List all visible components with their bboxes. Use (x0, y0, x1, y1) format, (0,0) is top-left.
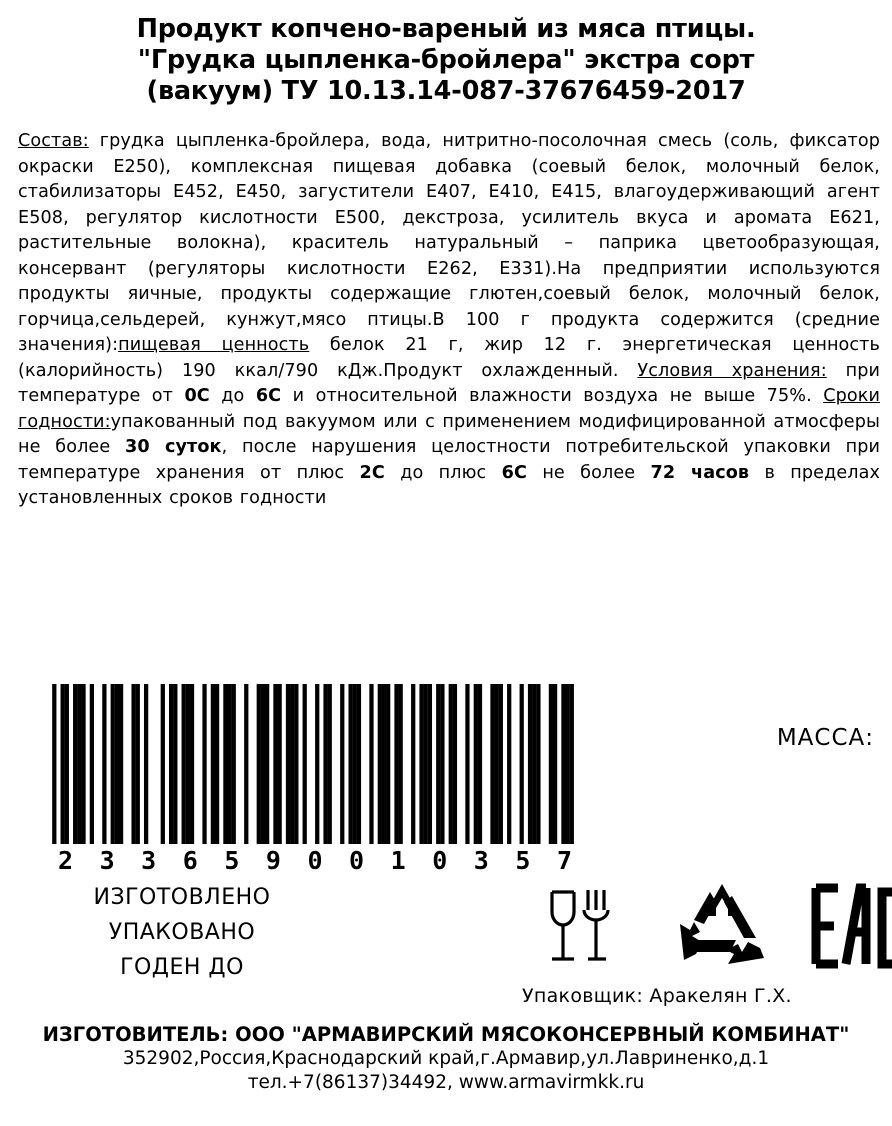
page-title (0, 0, 892, 107)
barcode-digit: 3 (473, 846, 489, 875)
manufacturer-name: ИЗГОТОВИТЕЛЬ: ООО "АРМАВИРСКИЙ МЯСОКОНСЕРВНЫЙ КОМБИНАТ" (42, 1023, 850, 1046)
storage-temp-to: 6С (255, 386, 282, 406)
barcode-digit: 1 (390, 846, 406, 875)
packed-label: УПАКОВАНО (108, 920, 256, 945)
storage-text-c: и относительной влажности воздуха не выше 75%. (281, 386, 824, 406)
barcode-digits (48, 846, 578, 875)
shelf-temp-to: 6С (501, 462, 527, 483)
shelf-text-c: до плюс (384, 462, 502, 483)
title-line-3: (вакуум) ТУ 10.13.14-087-37676459-2017 (146, 76, 746, 106)
barcode-digit: 3 (99, 846, 115, 875)
manufacturer-footer (0, 1022, 892, 1095)
barcode-digit: 5 (515, 846, 531, 875)
barcode-digit: 0 (432, 846, 448, 875)
barcode-digit: 2 (58, 846, 74, 875)
title-line-2: "Грудка цыпленка-бройлера" экстра сорт (137, 45, 755, 75)
manufacturer-address: 352902,Россия,Краснодарский край,г.Армавир,ул.Лавриненко,д.1 (122, 1048, 770, 1069)
composition-paragraph (18, 129, 880, 512)
shelf-text-d: не более (527, 462, 651, 483)
shelf-days: 30 суток (125, 437, 222, 457)
barcode-digit: 3 (141, 846, 157, 875)
barcode-digit: 7 (556, 846, 572, 875)
title-line-1: Продукт копчено-вареный из мяса птицы. (136, 14, 756, 44)
composition-label: Состав: (18, 131, 89, 151)
barcode-digit: 6 (182, 846, 198, 875)
shelf-temp-from: 2С (359, 462, 385, 483)
shelf-text-a: упакованный под вакуумом или с применением модифицированной атмосферы не более (18, 411, 880, 457)
composition-text: грудка цыпленка-бройлера, вода, нитритно-посолочная смесь (соль, фиксатор окраски Е250), комплексная пищевая добавка (соевый белок, молочный белок, стабилизаторы Е452, Е450, загустители Е407, Е410, Е415, влагоудерживающий агент Е508, регулятор кислотности Е500, декстроза, усилитель вкуса и аромата Е621, растительные волокна), краситель натуральный – паприка цветообразующая, консервант (регуляторы кислотности Е262, Е331).На предприятии используются продукты яичные, продукты содержащие глютен,соевый белок, молочный белок, горчица,сельдерей, кунжут,мясо птицы.В 100 г продукта содержится (средние значения): (18, 131, 880, 355)
best-before-label: ГОДЕН ДО (120, 955, 244, 980)
symbols-row (522, 878, 882, 978)
barcode-bars (48, 684, 578, 844)
manufacturer-contacts: тел.+7(86137)34492, www.armavirmkk.ru (247, 1072, 645, 1093)
mass-label: МАССА: (776, 725, 874, 751)
nutrition-label: пищевая ценность (118, 335, 310, 355)
produced-label: ИЗГОТОВЛЕНО (93, 885, 271, 910)
shelf-text-e: в пределах установленных сроков годности (18, 462, 881, 508)
storage-temp-from: 0С (184, 386, 210, 406)
shelf-hours: 72 часов (650, 462, 750, 483)
shelf-life-label: Сроки годности: (18, 386, 880, 432)
eac-conformity-mark (810, 880, 892, 976)
food-safe-glass-fork-icon (522, 878, 622, 978)
date-fields (42, 880, 322, 985)
packer-line: Упаковщик: Аракелян Г.Х. (522, 985, 792, 1007)
barcode-digit: 0 (307, 846, 323, 875)
barcode-digit: 0 (349, 846, 365, 875)
barcode (48, 684, 578, 875)
barcode-digit: 9 (265, 846, 281, 875)
nutrition-text: белок 21 г, жир 12 г. энергетическая ценность (калорийность) 190 ккал/790 кДж.Продукт охлажденный. (18, 335, 881, 381)
shelf-text-b: , после нарушения целостности потребительской упаковки при температуре хранения от плюс (18, 437, 880, 483)
storage-text-a: при температуре от (18, 360, 880, 406)
recycle-icon (670, 878, 774, 978)
storage-conditions-label: Условия хранения: (637, 360, 827, 381)
barcode-digit: 5 (224, 846, 240, 875)
storage-text-b: до (209, 386, 256, 406)
